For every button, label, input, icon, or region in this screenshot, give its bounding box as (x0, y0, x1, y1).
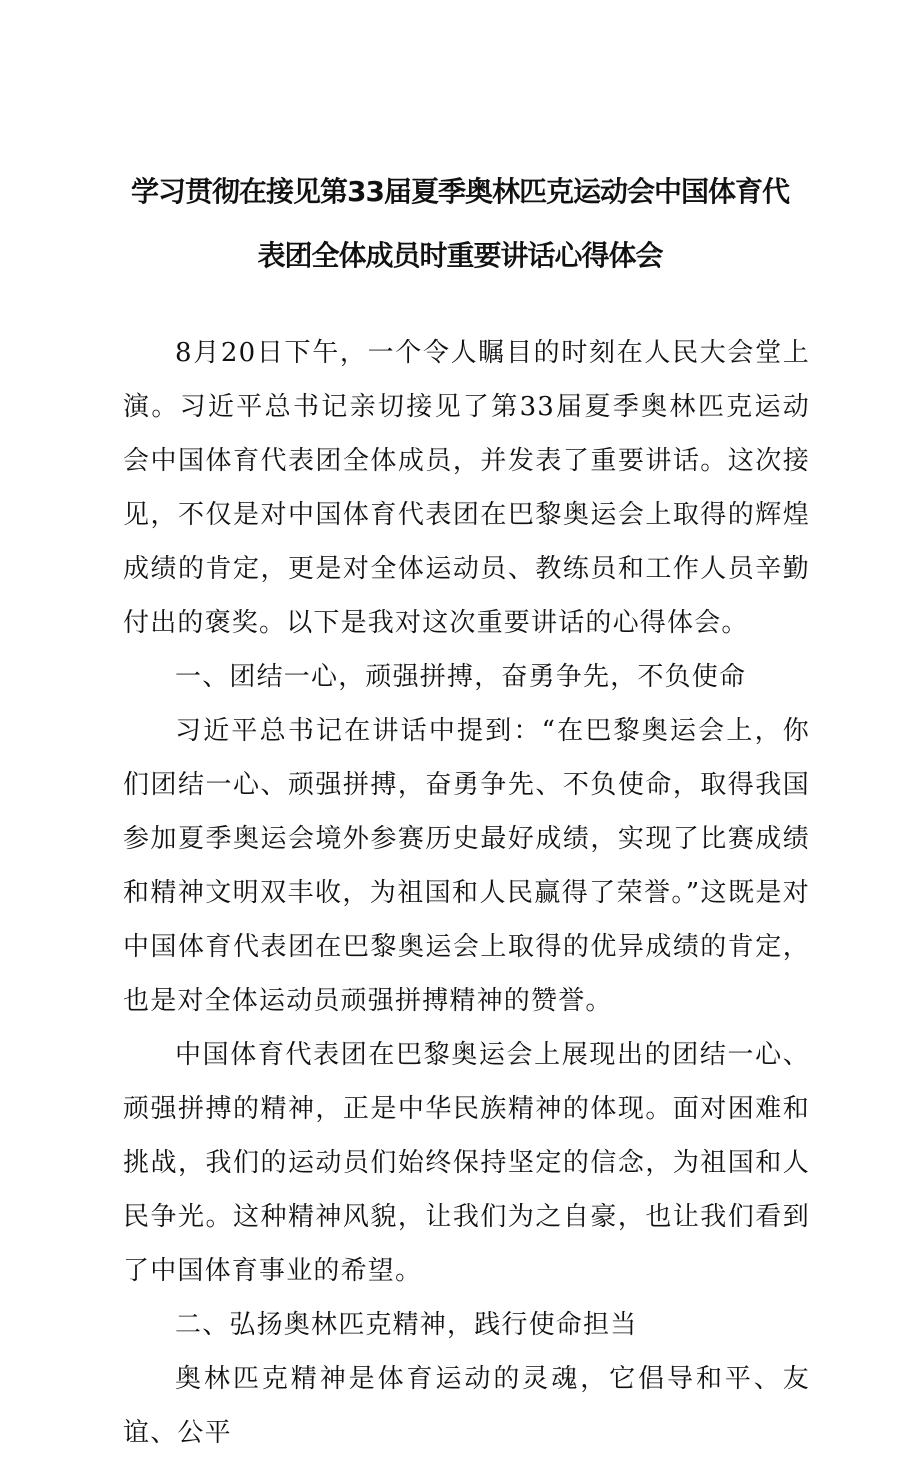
paragraph-olympic-spirit: 奥林匹克精神是体育运动的灵魂，它倡导和平、友谊、公平 (123, 1364, 810, 1448)
section-heading-2: 二、弘扬奥林匹克精神，践行使命担当 (175, 1310, 638, 1340)
document-title-line-2: 表团全体成员时重要讲话心得体会 (257, 239, 663, 272)
paragraph-intro: 8月20日下午，一个令人瞩目的时刻在人民大会堂上演。习近平总书记亲切接见了第33届夏季奥林匹克运动会中国体育代表团全体成员，并发表了重要讲话。这次接见，不仅是对中国体育代表团在巴黎奥运会上取得的辉煌成绩的肯定，更是对全体运动员、教练员和工作人员辛勤付出的褒奖。以下是我对这次重要讲话的心得体会。 (123, 338, 810, 638)
paragraph-quote: 习近平总书记在讲话中提到：“在巴黎奥运会上，你们团结一心、顽强拼搏，奋勇争先、不负使命，取得我国参加夏季奥运会境外参赛历史最好成绩，实现了比赛成绩和精神文明双丰收，为祖国和人民赢得了荣誉。”这既是对中国体育代表团在巴黎奥运会上取得的优异成绩的肯定，也是对全体运动员顽强拼搏精神的赞誉。 (123, 716, 810, 1016)
paragraph-spirit: 中国体育代表团在巴黎奥运会上展现出的团结一心、顽强拼搏的精神，正是中华民族精神的体现。面对困难和挑战，我们的运动员们始终保持坚定的信念，为祖国和人民争光。这种精神风貌，让我们为之自豪，也让我们看到了中国体育事业的希望。 (123, 1040, 810, 1286)
document-title-line-1: 学习贯彻在接见第33届夏季奥林匹克运动会中国体育代 (131, 175, 789, 208)
document-body (123, 326, 810, 1460)
section-heading-1: 一、团结一心，顽强拼搏，奋勇争先，不负使命 (175, 662, 747, 692)
